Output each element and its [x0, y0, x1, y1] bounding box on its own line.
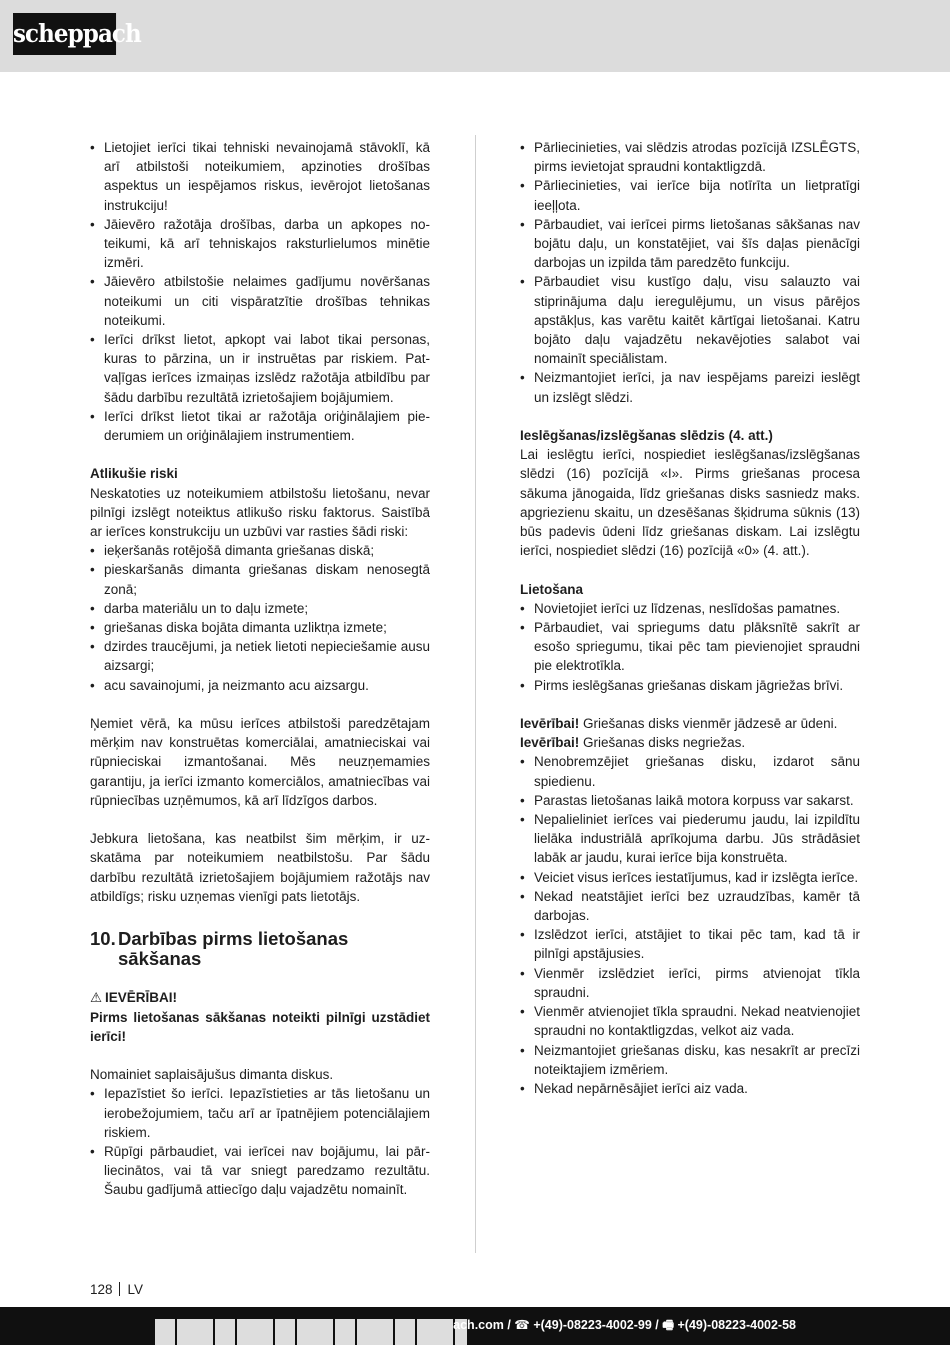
list-item: • Nenobremzējiet griešanas disku, izdarot sānu spiedienu. — [520, 752, 860, 790]
list-item: • Pirms ieslēgšanas griešanas diskam jāgriežas brīvi. — [520, 676, 860, 695]
section-title-text: Darbības pirms lietošanas sākšanas — [118, 928, 349, 970]
list-item: • Jāievēro ražotāja drošības, darba un apkopes noteikumi, kā arī tehniskajos raksturlielumos minētie izmēri. — [90, 215, 430, 273]
list-item: • Iepazīstiet šo ierīci. Iepazīstieties ar tās lietošanu un ierobežojumiem, taču arī ar īpatnējiem potenciālajiem riskiem. — [90, 1084, 430, 1142]
footer-band — [0, 1307, 950, 1345]
list-item: • Izslēdzot ierīci, atstājiet to tikai pēc tam, kad tā ir pilnīgi apstājusies. — [520, 925, 860, 963]
warning-triangle-icon: ⚠ — [90, 990, 103, 1006]
check-bullet-list — [520, 138, 860, 407]
operation-list — [520, 752, 860, 1098]
safety-bullet-list — [90, 138, 430, 445]
list-item: • acu savainojumi, ja neizmanto acu aizsargu. — [90, 676, 430, 695]
list-item: • pieskaršanās dimanta griešanas diskam nenosegtā zonā; — [90, 560, 430, 598]
list-item: • Pārbaudiet visu kustīgo daļu, visu salauzto vai stiprinājuma daļu ieregulējumu, un visus pārējos apstākļus, kas varētu kaitēt kārtīgai lietošanai. Katru bojāto daļu vajadzētu nekavējoties salabot vai nomainīt speciālistam. — [520, 272, 860, 368]
list-item: • ieķeršanās rotējošā dimanta griešanas diskā; — [90, 541, 430, 560]
usage-list — [520, 599, 860, 695]
list-item: • Neizmantojiet griešanas disku, kas nesakrīt ar precīzi noteiktajiem izmēriem. — [520, 1041, 860, 1079]
column-divider — [475, 135, 476, 1253]
list-item: • Veiciet visus ierīces iestatījumus, kad ir izslēgta ierīce. — [520, 868, 860, 887]
list-item: • Vienmēr izslēdziet ierīci, pirms atvienojat tīkla spraudni. — [520, 964, 860, 1002]
list-item: • Novietojiet ierīci uz līdzenas, neslīdošas pamatnes. — [520, 599, 860, 618]
list-item: • darba materiālu un to daļu izmete; — [90, 599, 430, 618]
list-item: • Parastas lietošanas laikā motora korpuss var sakarst. — [520, 791, 860, 810]
left-column — [90, 138, 430, 1200]
list-item: • Pārbaudiet, vai ierīcei pirms lietošanas sākšanas nav bojātu daļu, un konstatējiet, vai šīs daļas pienācīgi darbojas un izpilda tām paredzēto funkciju. — [520, 215, 860, 273]
list-item: • Pārliecinieties, vai slēdzis atrodas pozīcijā IZSLĒGTS, pirms ievietojat spraudni kontaktligzdā. — [520, 138, 860, 176]
list-item: • Ierīci drīkst lietot, apkopt vai labot tikai personas, kuras to pārzina, un ir instruētas par riskiem. Patvaļīgas ierīces izmaiņas izslēdz ražotāja atbildību par šādu darbību rezultātā izrietošajiem bojājumiem. — [90, 330, 430, 407]
warning-text: Pirms lietošanas sākšanas noteikti pilnīgi uzstādiet ierīci! — [90, 1009, 430, 1044]
residual-risks-list — [90, 541, 430, 695]
page-number: 128 — [90, 1282, 113, 1297]
list-item: • Pārbaudiet, vai spriegums datu plāksnītē sakrīt ar esošo spriegumu, tikai pēc tam pievienojiet spraudni pie elektrotīkla. — [520, 618, 860, 676]
page-number-label — [90, 1281, 143, 1299]
list-item: • Nepalieliniet ierīces vai piederumu jaudu, lai izpildītu lielāka industriālā aprīkojuma darbu. Jūs strādāsiet labāk ar jaudu, kurai ierīce bija konstruēta. — [520, 810, 860, 868]
misuse-paragraph: Jebkura lietošana, kas neatbilst šim mērķim, ir uzskatāma par noteikumiem neatbilstošu. Par šādu darbību rezultātā izrietošajiem bojājumiem ražotājs nav atbildīgs; risku uzņemas vienīgi pats lietotājs. — [90, 831, 430, 904]
replace-discs-text: Nomainiet saplaisājušus dimanta diskus. — [90, 1067, 334, 1083]
section-title — [90, 929, 430, 969]
switch-heading: Ieslēgšanas/izslēgšanas slēdzis (4. att.) — [520, 428, 773, 444]
usage-heading: Lietošana — [520, 581, 584, 597]
warning-heading — [90, 988, 430, 1007]
header-band — [0, 0, 950, 72]
list-item: • dzirdes traucējumi, ja netiek lietoti nepieciešamie ausu aizsargi; — [90, 637, 430, 675]
note-text: Griešanas disks vienmēr jādzesē ar ūdeni. — [579, 716, 838, 732]
list-item: • Ierīci drīkst lietot tikai ar ražotāja oriģinālajiem piederumiem un oriģinālajiem instrumentiem. — [90, 407, 430, 445]
language-code: LV — [127, 1282, 144, 1297]
residual-risks-heading: Atlikušie riski — [90, 466, 178, 482]
list-item: • Neizmantojiet ierīci, ja nav iespējams pareizi ieslēgt un izslēgt slēdzi. — [520, 368, 860, 406]
list-item: • Pārliecinieties, vai ierīce bija notīrīta un lietpratīgi ieeļļota. — [520, 176, 860, 214]
preparation-list — [90, 1084, 430, 1199]
list-item: • Nekad nepārnēsājiet ierīci aiz vada. — [520, 1079, 860, 1098]
warning-title: IEVĒRĪBAI! — [105, 990, 178, 1006]
switch-text: Lai ieslēgtu ierīci, nospiediet ieslēgšanas/izslēgšanas slēdzi (16) pozīcijā «I». Pirms griešanas procesa sākuma jānogaida, līdz griešanas disks sasniedz maks. apgriezienu skaitu, un dzesēšanas šķidruma sūknis (13) būs padevis ūdeni līdz griešanas diskam. Lai izslēgtu ierīci, nospiediet slēdzi (16) pozīcijā «0» (4. att.). — [520, 447, 860, 559]
right-column — [520, 138, 860, 1098]
commercial-use-paragraph: Ņemiet vērā, ka mūsu ierīces atbilstoši paredzētajam mērķim nav konstruētas komerciālai, amatnieciskai vai rūpnieciskai izmantošanai. Mēs neuzņemamies garantiju, ja ierīci izmanto komerciālos, amatniecības vai rūpniecības uzņēmumos, kā arī līdzīgos darbos. — [90, 716, 430, 808]
list-item: • Rūpīgi pārbaudiet, vai ierīcei nav bojājumu, lai pārliecinātos, vai tā var sniegt paredzamo rezultātu. Šaubu gadījumā attiecīgo daļu vajadzētu nomainīt. — [90, 1142, 430, 1200]
note-label: Ievērībai! — [520, 735, 580, 751]
list-item: • Vienmēr atvienojiet tīkla spraudni. Nekad neatvienojiet spraudni no kontaktligzdas, velkot aiz vada. — [520, 1002, 860, 1040]
footer-graphic — [155, 1319, 467, 1345]
list-item: • Nekad neatstājiet ierīci bez uzraudzības, kamēr tā darbojas. — [520, 887, 860, 925]
disc-stopped-note — [520, 733, 860, 752]
residual-risks-text: Neskatoties uz noteikumiem atbilstošu lietošanu, nevar pilnīgi izslēgt noteiktus atlikušo risku faktorus. Saistībā ar ierīces konstrukciju un uzbūvi var rasties šādi riski: — [90, 485, 430, 540]
note-label: Ievērībai! — [520, 716, 580, 732]
list-item: • Jāievēro atbilstošie nelaimes gadījumu novēršanas noteikumi un citi vispāratzītie drošības tehnikas noteikumi. — [90, 272, 430, 330]
section-number: 10. — [90, 928, 116, 950]
footer-contact: ach.com / ☎ +(49)-08223-4002-99 / 🖷 +(49)-08223-4002-58 — [453, 1318, 796, 1332]
list-item: • griešanas diska bojāta dimanta uzliktņa izmete; — [90, 618, 430, 637]
note-text: Griešanas disks negriežas. — [579, 735, 746, 751]
list-item: • Lietojiet ierīci tikai tehniski nevainojamā stāvoklī, kā arī atbilstoši noteikumiem, apzinoties drošības aspektus un iespējamos riskus, ievērojot lietošanas instrukciju! — [90, 138, 430, 215]
scheppach-logo: scheppach — [13, 13, 116, 55]
cooling-note — [520, 714, 860, 733]
